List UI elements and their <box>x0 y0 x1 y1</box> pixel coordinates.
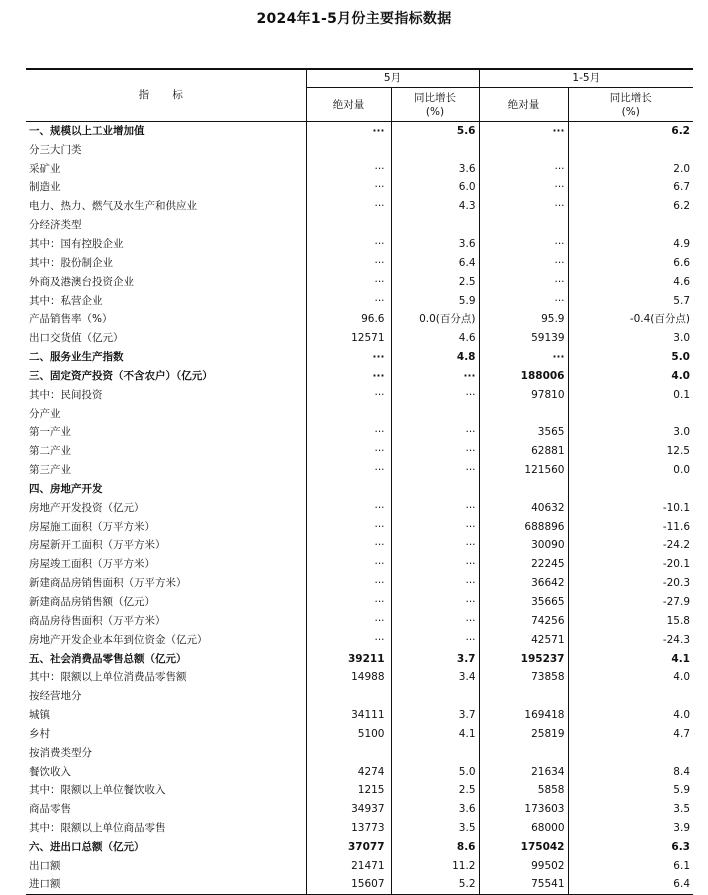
row-label: 四、房地产开发 <box>29 482 103 495</box>
cell-ytd-abs: 173603 <box>479 800 568 819</box>
cell-ytd-yoy: 15.8 <box>568 611 693 630</box>
cell-ytd-yoy: 6.2 <box>568 197 693 216</box>
row-label: 新建商品房销售额（亿元） <box>29 596 155 609</box>
cell-ytd-abs: 97810 <box>479 385 568 404</box>
cell-ytd-abs: 62881 <box>479 442 568 461</box>
cell-may-abs: ··· <box>306 122 391 141</box>
table-row <box>26 838 693 857</box>
metric-header: 指 标 <box>26 69 306 122</box>
row-label: 餐饮收入 <box>29 765 71 778</box>
cell-ytd-abs <box>479 216 568 235</box>
cell-ytd-yoy: -0.4(百分点) <box>568 310 693 329</box>
cell-ytd-yoy: 0.0 <box>568 461 693 480</box>
cell-ytd-abs: 21634 <box>479 762 568 781</box>
row-label: 六、进出口总额（亿元） <box>29 840 145 853</box>
row-label: 房屋新开工面积（万平方米） <box>29 539 166 552</box>
table-row <box>26 385 693 404</box>
cell-ytd-yoy: 4.6 <box>568 272 693 291</box>
cell-may-abs: ··· <box>306 159 391 178</box>
cell-ytd-abs: 74256 <box>479 611 568 630</box>
cell-may-yoy: 5.2 <box>391 875 479 894</box>
row-label: 出口额 <box>29 859 61 872</box>
cell-may-abs: 4274 <box>306 762 391 781</box>
table-row <box>26 743 693 762</box>
row-label: 二、服务业生产指数 <box>29 351 124 364</box>
cell-may-abs: ··· <box>306 291 391 310</box>
table-header <box>26 69 693 122</box>
cell-may-yoy <box>391 404 479 423</box>
cell-ytd-yoy <box>568 480 693 499</box>
row-label: 进口额 <box>26 875 306 894</box>
cell-may-abs <box>306 404 391 423</box>
table-row <box>26 536 693 555</box>
cell-ytd-abs: 30090 <box>479 536 568 555</box>
table-row <box>26 423 693 442</box>
cell-may-yoy: 3.6 <box>391 235 479 254</box>
cell-ytd-abs: 175042 <box>479 838 568 857</box>
cell-ytd-abs: 35665 <box>479 593 568 612</box>
cell-may-abs: ··· <box>306 574 391 593</box>
cell-ytd-yoy: 6.2 <box>568 122 693 141</box>
table-row <box>26 762 693 781</box>
cell-may-yoy: ··· <box>391 461 479 480</box>
row-label: 第一产业 <box>29 426 71 439</box>
header-row-periods <box>26 69 693 88</box>
cell-may-abs: ··· <box>306 385 391 404</box>
row-label: 商品房待售面积（万平方米） <box>29 614 166 627</box>
row-label: 出口交货值（亿元） <box>29 332 124 345</box>
row-label: 五、社会消费品零售总额（亿元） <box>29 652 187 665</box>
cell-ytd-abs: 73858 <box>479 668 568 687</box>
table-row <box>26 122 693 141</box>
cell-ytd-yoy: 8.4 <box>568 762 693 781</box>
cell-ytd-abs: ··· <box>479 178 568 197</box>
row-label: 城镇 <box>29 709 50 722</box>
cell-ytd-abs <box>479 743 568 762</box>
table-row <box>26 480 693 499</box>
cell-may-yoy: ··· <box>391 517 479 536</box>
cell-ytd-yoy: 4.7 <box>568 725 693 744</box>
cell-may-yoy: 5.6 <box>391 122 479 141</box>
cell-ytd-yoy <box>568 743 693 762</box>
period-header-may: 5月 <box>306 69 479 88</box>
cell-may-yoy <box>391 140 479 159</box>
cell-ytd-yoy: 5.9 <box>568 781 693 800</box>
cell-ytd-abs <box>479 480 568 499</box>
row-label: 三、固定资产投资（不含农户）（亿元） <box>29 369 213 382</box>
cell-may-abs: ··· <box>306 253 391 272</box>
cell-ytd-yoy: 0.1 <box>568 385 693 404</box>
cell-may-abs: 37077 <box>306 838 391 857</box>
row-label: 其中：限额以上单位餐饮收入 <box>29 784 166 797</box>
table-row <box>26 819 693 838</box>
cell-ytd-abs: ··· <box>479 272 568 291</box>
cell-ytd-yoy <box>568 140 693 159</box>
cell-may-yoy: ··· <box>391 536 479 555</box>
cell-may-abs: ··· <box>306 348 391 367</box>
table-row <box>26 856 693 875</box>
cell-ytd-abs: ··· <box>479 291 568 310</box>
cell-ytd-abs <box>479 140 568 159</box>
cell-may-yoy: 5.9 <box>391 291 479 310</box>
cell-may-abs <box>306 480 391 499</box>
cell-may-abs: ··· <box>306 593 391 612</box>
row-label: 分经济类型 <box>29 219 82 232</box>
cell-may-yoy: 4.8 <box>391 348 479 367</box>
cell-may-abs: ··· <box>306 197 391 216</box>
cell-ytd-abs: ··· <box>479 348 568 367</box>
col-may-yoy <box>391 88 479 122</box>
cell-ytd-abs: 68000 <box>479 819 568 838</box>
cell-may-abs: ··· <box>306 498 391 517</box>
col-ytd-yoy <box>568 88 693 122</box>
cell-may-yoy: 3.7 <box>391 706 479 725</box>
table-row <box>26 461 693 480</box>
cell-may-abs: ··· <box>306 235 391 254</box>
cell-ytd-abs: 25819 <box>479 725 568 744</box>
row-label: 第二产业 <box>29 445 71 458</box>
cell-may-yoy: ··· <box>391 630 479 649</box>
table-row <box>26 706 693 725</box>
cell-may-abs: 13773 <box>306 819 391 838</box>
cell-ytd-yoy: 4.1 <box>568 649 693 668</box>
cell-ytd-yoy: 6.6 <box>568 253 693 272</box>
table-row <box>26 329 693 348</box>
row-label: 采矿业 <box>29 162 61 175</box>
cell-may-yoy: 3.6 <box>391 800 479 819</box>
table-row <box>26 781 693 800</box>
cell-may-yoy <box>391 480 479 499</box>
cell-may-yoy: 2.5 <box>391 272 479 291</box>
cell-ytd-yoy: 4.0 <box>568 706 693 725</box>
period-header-ytd: 1-5月 <box>479 69 693 88</box>
cell-may-abs: 15607 <box>306 875 391 894</box>
row-label: 产品销售率（%） <box>29 313 113 326</box>
cell-may-yoy: 0.0(百分点) <box>391 310 479 329</box>
cell-ytd-yoy: 6.3 <box>568 838 693 857</box>
cell-ytd-abs: 22245 <box>479 555 568 574</box>
cell-may-yoy: ··· <box>391 498 479 517</box>
cell-ytd-yoy: 6.4 <box>568 875 693 894</box>
cell-ytd-abs: 195237 <box>479 649 568 668</box>
cell-may-abs: 96.6 <box>306 310 391 329</box>
row-label: 其中：国有控股企业 <box>29 237 124 250</box>
table-row <box>26 291 693 310</box>
cell-ytd-abs: 688896 <box>479 517 568 536</box>
cell-may-yoy: ··· <box>391 442 479 461</box>
cell-may-yoy: ··· <box>391 593 479 612</box>
row-label: 制造业 <box>29 181 61 194</box>
cell-ytd-abs: 169418 <box>479 706 568 725</box>
table-row <box>26 272 693 291</box>
cell-ytd-yoy: -11.6 <box>568 517 693 536</box>
cell-ytd-abs: ··· <box>479 235 568 254</box>
cell-may-yoy: ··· <box>391 555 479 574</box>
cell-ytd-yoy: -20.1 <box>568 555 693 574</box>
col-ytd-abs: 绝对量 <box>479 88 568 122</box>
cell-may-abs: ··· <box>306 517 391 536</box>
table-row <box>26 725 693 744</box>
cell-may-yoy <box>391 216 479 235</box>
row-label: 房地产开发投资（亿元） <box>29 501 145 514</box>
row-label: 电力、热力、燃气及水生产和供应业 <box>29 200 197 213</box>
table-row <box>26 517 693 536</box>
row-label: 乡村 <box>29 727 50 740</box>
row-label: 按经营地分 <box>29 690 82 703</box>
cell-may-abs: ··· <box>306 442 391 461</box>
row-label: 第三产业 <box>29 464 71 477</box>
cell-ytd-yoy: -27.9 <box>568 593 693 612</box>
cell-ytd-yoy: 3.0 <box>568 423 693 442</box>
cell-ytd-abs: 95.9 <box>479 310 568 329</box>
cell-may-abs: 14988 <box>306 668 391 687</box>
cell-may-yoy: ··· <box>391 366 479 385</box>
cell-ytd-abs: 188006 <box>479 366 568 385</box>
row-label: 外商及港澳台投资企业 <box>29 275 134 288</box>
table-row <box>26 366 693 385</box>
cell-may-yoy: 11.2 <box>391 856 479 875</box>
cell-may-abs <box>306 216 391 235</box>
row-label: 其中：股份制企业 <box>29 256 113 269</box>
cell-may-abs: ··· <box>306 423 391 442</box>
cell-ytd-abs: 59139 <box>479 329 568 348</box>
cell-ytd-yoy: 2.0 <box>568 159 693 178</box>
table-row <box>26 498 693 517</box>
cell-may-yoy: 4.6 <box>391 329 479 348</box>
cell-may-abs: ··· <box>306 536 391 555</box>
cell-may-yoy: 4.3 <box>391 197 479 216</box>
cell-ytd-yoy: -24.3 <box>568 630 693 649</box>
cell-may-abs: ··· <box>306 611 391 630</box>
table-row <box>26 140 693 159</box>
table-row <box>26 159 693 178</box>
table-row <box>26 555 693 574</box>
cell-ytd-yoy: 4.0 <box>568 366 693 385</box>
cell-may-yoy: 3.5 <box>391 819 479 838</box>
cell-ytd-abs: 75541 <box>479 875 568 894</box>
cell-may-yoy: 3.6 <box>391 159 479 178</box>
row-label: 其中：限额以上单位消费品零售额 <box>29 671 187 684</box>
cell-ytd-abs: 5858 <box>479 781 568 800</box>
row-label: 其中：私营企业 <box>29 294 103 307</box>
col-may-abs: 绝对量 <box>306 88 391 122</box>
col-ytd-yoy-line2: (%) <box>621 105 640 118</box>
row-label: 分产业 <box>29 407 61 420</box>
row-label: 分三大门类 <box>29 143 82 156</box>
cell-ytd-yoy: 6.7 <box>568 178 693 197</box>
cell-may-yoy <box>391 743 479 762</box>
cell-ytd-abs: ··· <box>479 122 568 141</box>
row-label: 其中：限额以上单位商品零售 <box>29 822 166 835</box>
cell-may-yoy: 3.4 <box>391 668 479 687</box>
table-row <box>26 649 693 668</box>
cell-may-abs <box>306 743 391 762</box>
table-row <box>26 611 693 630</box>
table-row <box>26 593 693 612</box>
cell-may-abs: 34111 <box>306 706 391 725</box>
cell-ytd-abs <box>479 687 568 706</box>
cell-ytd-abs: ··· <box>479 197 568 216</box>
cell-may-yoy: ··· <box>391 423 479 442</box>
row-label: 商品零售 <box>29 803 71 816</box>
page-title: 2024年1-5月份主要指标数据 <box>256 11 452 27</box>
cell-ytd-yoy: 3.9 <box>568 819 693 838</box>
table-row <box>26 310 693 329</box>
row-label: 房屋施工面积（万平方米） <box>29 520 155 533</box>
cell-may-yoy: 2.5 <box>391 781 479 800</box>
cell-may-abs: ··· <box>306 630 391 649</box>
table-row <box>26 630 693 649</box>
cell-may-abs <box>306 140 391 159</box>
cell-ytd-yoy <box>568 687 693 706</box>
cell-ytd-abs <box>479 404 568 423</box>
cell-may-yoy: 3.7 <box>391 649 479 668</box>
table-row <box>26 235 693 254</box>
cell-may-yoy: 8.6 <box>391 838 479 857</box>
cell-may-abs: 21471 <box>306 856 391 875</box>
table-row <box>26 442 693 461</box>
cell-ytd-yoy: -10.1 <box>568 498 693 517</box>
cell-may-yoy: ··· <box>391 574 479 593</box>
row-label: 房屋竣工面积（万平方米） <box>29 558 155 571</box>
table-row <box>26 348 693 367</box>
cell-may-abs: ··· <box>306 272 391 291</box>
cell-ytd-abs: ··· <box>479 159 568 178</box>
cell-may-abs: 12571 <box>306 329 391 348</box>
table-row <box>26 687 693 706</box>
cell-ytd-abs: 121560 <box>479 461 568 480</box>
cell-may-abs: ··· <box>306 461 391 480</box>
cell-ytd-yoy: 3.0 <box>568 329 693 348</box>
cell-may-abs: ··· <box>306 178 391 197</box>
cell-ytd-yoy: 4.9 <box>568 235 693 254</box>
cell-ytd-yoy <box>568 216 693 235</box>
table-body <box>26 122 693 895</box>
table-row <box>26 178 693 197</box>
cell-ytd-abs: 40632 <box>479 498 568 517</box>
cell-may-yoy: 6.0 <box>391 178 479 197</box>
row-label: 其中：民间投资 <box>29 388 103 401</box>
indicator-table <box>26 68 693 895</box>
cell-ytd-abs: 3565 <box>479 423 568 442</box>
table-row <box>26 253 693 272</box>
cell-ytd-yoy: -24.2 <box>568 536 693 555</box>
cell-may-yoy: ··· <box>391 611 479 630</box>
table-row <box>26 404 693 423</box>
row-label: 一、规模以上工业增加值 <box>29 125 145 138</box>
cell-may-yoy: 5.0 <box>391 762 479 781</box>
cell-ytd-abs: 42571 <box>479 630 568 649</box>
cell-may-abs: ··· <box>306 366 391 385</box>
cell-may-yoy: ··· <box>391 385 479 404</box>
col-ytd-yoy-line1: 同比增长 <box>609 91 652 104</box>
cell-ytd-yoy: 5.0 <box>568 348 693 367</box>
cell-ytd-abs: 36642 <box>479 574 568 593</box>
cell-ytd-abs: ··· <box>479 253 568 272</box>
cell-may-abs: ··· <box>306 555 391 574</box>
cell-may-abs: 1215 <box>306 781 391 800</box>
cell-ytd-yoy: -20.3 <box>568 574 693 593</box>
cell-may-abs: 34937 <box>306 800 391 819</box>
cell-may-abs <box>306 687 391 706</box>
cell-ytd-yoy <box>568 404 693 423</box>
table-row <box>26 800 693 819</box>
table-row <box>26 668 693 687</box>
row-label: 房地产开发企业本年到位资金（亿元） <box>29 633 208 646</box>
cell-ytd-yoy: 4.0 <box>568 668 693 687</box>
cell-ytd-yoy: 3.5 <box>568 800 693 819</box>
cell-may-yoy: 4.1 <box>391 725 479 744</box>
col-may-yoy-line1: 同比增长 <box>414 91 456 104</box>
cell-may-yoy <box>391 687 479 706</box>
col-may-yoy-line2: (%) <box>425 105 445 118</box>
table-row <box>26 574 693 593</box>
cell-ytd-yoy: 6.1 <box>568 856 693 875</box>
table-row <box>26 197 693 216</box>
cell-ytd-abs: 99502 <box>479 856 568 875</box>
row-label: 按消费类型分 <box>29 746 92 759</box>
table-row <box>26 216 693 235</box>
row-label: 新建商品房销售面积（万平方米） <box>29 577 187 590</box>
cell-may-abs: 39211 <box>306 649 391 668</box>
cell-ytd-yoy: 12.5 <box>568 442 693 461</box>
table-row <box>26 875 693 894</box>
cell-ytd-yoy: 5.7 <box>568 291 693 310</box>
cell-may-yoy: 6.4 <box>391 253 479 272</box>
cell-may-abs: 5100 <box>306 725 391 744</box>
